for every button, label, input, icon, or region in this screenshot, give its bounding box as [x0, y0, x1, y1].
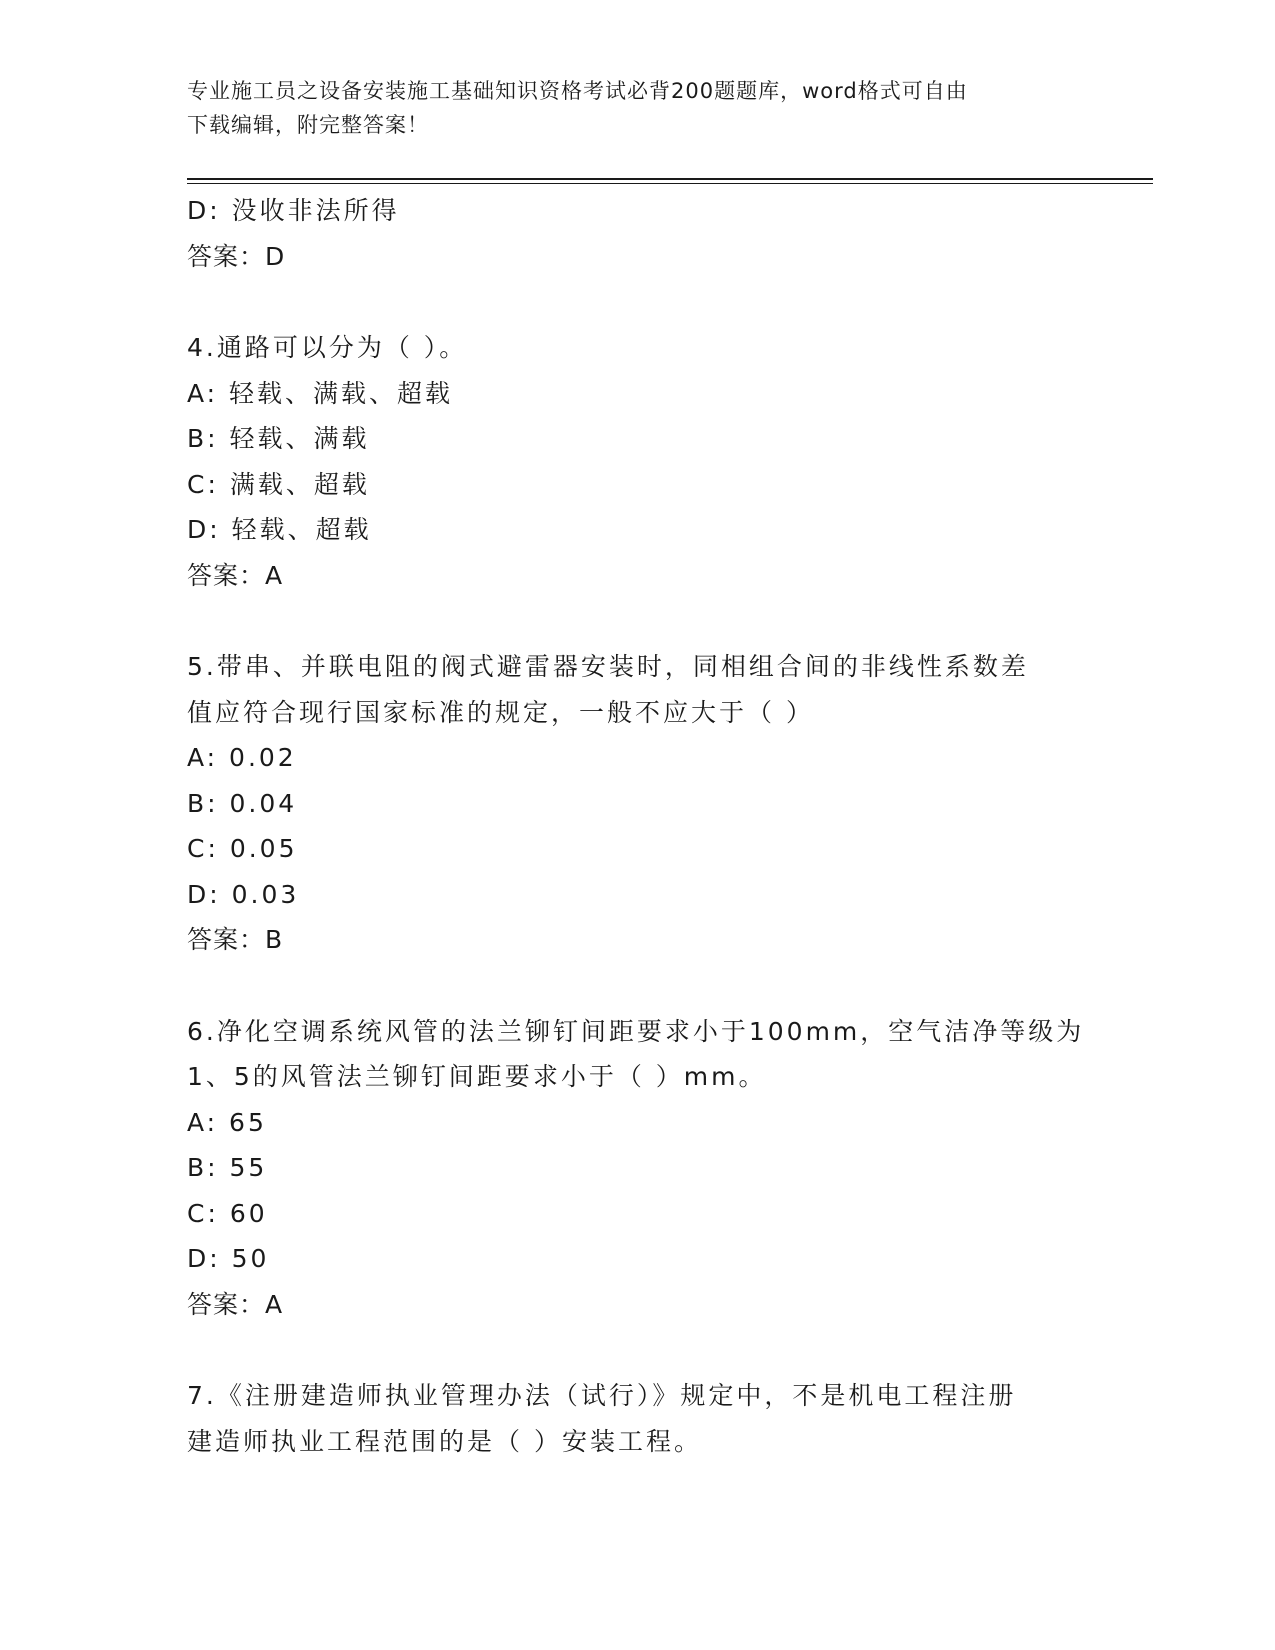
spacer: [187, 963, 1087, 1009]
header-rule-thick: [187, 178, 1153, 180]
answer-line: 答案：A: [187, 1289, 284, 1319]
header-rule-thin: [187, 183, 1153, 184]
question-7: [187, 1373, 1087, 1464]
question-6: [187, 1009, 1087, 1328]
spacer: [187, 279, 1087, 325]
option-b: B: 0.04: [187, 788, 298, 818]
question-stem-line-1: 7.《注册建造师执业管理办法（试行）》规定中，不是机电工程注册: [187, 1381, 1017, 1410]
question-3: [187, 188, 1087, 279]
option-a: A: 轻载、满载、超载: [187, 378, 454, 408]
answer-line: 答案：B: [187, 925, 284, 954]
question-4: [187, 325, 1087, 598]
option-a: A: 0.02: [187, 743, 297, 772]
question-stem-line-2: 值应符合现行国家标准的规定，一般不应大于（ ）: [187, 697, 814, 727]
option-c: C: 0.05: [187, 834, 298, 863]
question-stem-line-2: 建造师执业工程范围的是（ ）安装工程。: [187, 1426, 702, 1456]
header-line-2: 下载编辑，附完整答案！: [187, 113, 429, 137]
question-stem-line-2: 1、5的风管法兰铆钉间距要求小于（ ）mm。: [187, 1062, 767, 1091]
answer-line: 答案：A: [187, 560, 284, 590]
option-d: D: 50: [187, 1244, 270, 1273]
option-a: A: 65: [187, 1107, 267, 1137]
option-d: D: 没收非法所得: [187, 196, 400, 225]
question-5: [187, 644, 1087, 963]
header-line-1: 专业施工员之设备安装施工基础知识资格考试必背200题题库，word格式可自由: [187, 79, 968, 103]
answer-line: 答案：D: [187, 241, 286, 271]
option-d: D: 0.03: [187, 879, 300, 909]
question-stem: 4.通路可以分为（ ）。: [187, 333, 468, 362]
option-d: D: 轻载、超载: [187, 515, 372, 544]
spacer: [187, 1327, 1087, 1373]
page-header: [187, 74, 1067, 142]
question-stem-line-1: 6.净化空调系统风管的法兰铆钉间距要求小于100mm，空气洁净等级为: [187, 1016, 1085, 1046]
option-c: C: 满载、超载: [187, 469, 370, 499]
option-c: C: 60: [187, 1198, 268, 1228]
question-list: [187, 188, 1087, 1464]
spacer: [187, 598, 1087, 644]
option-b: B: 轻载、满载: [187, 424, 370, 453]
option-b: B: 55: [187, 1153, 268, 1182]
question-stem-line-1: 5.带串、并联电阻的阀式避雷器安装时，同相组合间的非线性系数差: [187, 652, 1029, 681]
